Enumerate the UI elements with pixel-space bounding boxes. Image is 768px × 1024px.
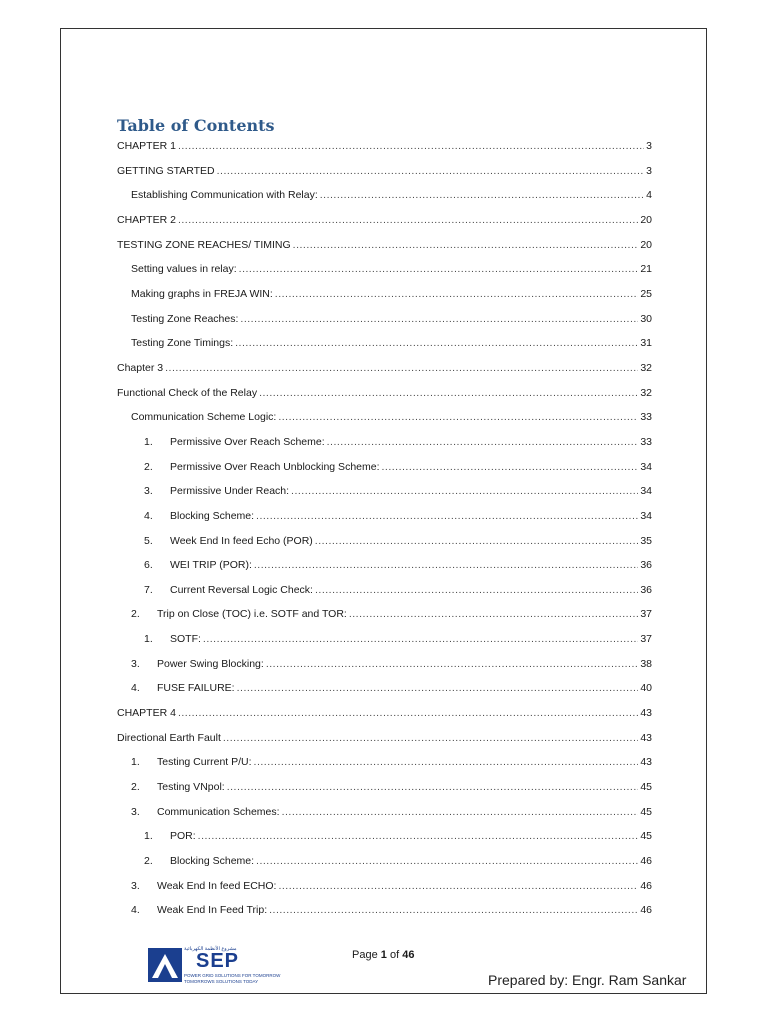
page-of: of <box>389 949 400 961</box>
toc-entry[interactable] <box>117 259 652 284</box>
toc-dot-leader <box>237 682 639 694</box>
toc-entry-page: 45 <box>640 830 652 843</box>
toc-entry-page: 46 <box>640 855 652 868</box>
toc-entry-number: 1. <box>144 830 153 843</box>
toc-dot-leader <box>239 263 639 275</box>
toc-entry[interactable] <box>117 678 652 703</box>
toc-dot-leader <box>349 608 638 620</box>
toc-entry-page: 40 <box>640 682 652 695</box>
page-total: 46 <box>402 949 415 961</box>
toc-entry-text: GETTING STARTED <box>117 164 215 177</box>
toc-entry-page: 43 <box>640 731 652 744</box>
toc-entry-number: 2. <box>144 460 153 473</box>
toc-entry-text: Permissive Over Reach Scheme: <box>170 435 325 448</box>
toc-entry-text: WEI TRIP (POR): <box>170 559 252 572</box>
page-prefix: Page <box>352 949 378 961</box>
toc-dot-leader <box>178 214 638 226</box>
toc-dot-leader <box>203 633 638 645</box>
toc-entry-page: 4 <box>646 189 652 202</box>
toc-entry[interactable] <box>117 826 652 851</box>
toc-entry-page: 3 <box>646 164 652 177</box>
toc-entry[interactable] <box>117 210 652 235</box>
prepared-by: Prepared by: Engr. Ram Sankar <box>488 972 687 988</box>
toc-entry[interactable] <box>117 777 652 802</box>
toc-entry[interactable] <box>117 531 652 556</box>
toc-entry-page: 38 <box>640 657 652 670</box>
toc-dot-leader <box>315 584 638 596</box>
toc-entry-page: 30 <box>640 312 652 325</box>
toc-title: Table of Contents <box>117 116 275 135</box>
toc-dot-leader <box>327 436 639 448</box>
toc-entry[interactable] <box>117 136 652 161</box>
toc-entry-number: 4. <box>144 509 153 522</box>
toc-entry-text: CHAPTER 1 <box>117 140 176 152</box>
toc-dot-leader <box>382 461 639 473</box>
toc-dot-leader <box>254 559 638 571</box>
toc-entry[interactable] <box>117 333 652 358</box>
toc-entry[interactable] <box>117 876 652 901</box>
toc-dot-leader <box>291 485 638 497</box>
toc-dot-leader <box>293 239 639 251</box>
toc-entry[interactable] <box>117 383 652 408</box>
toc-entry-number: 1. <box>131 756 140 769</box>
toc-dot-leader <box>165 362 638 374</box>
toc-entry-page: 21 <box>640 263 652 276</box>
toc-entry-text: Testing Zone Reaches: <box>131 312 239 325</box>
toc-entry-page: 46 <box>640 904 652 917</box>
toc-list <box>117 136 652 925</box>
toc-entry-page: 45 <box>640 805 652 818</box>
toc-entry-text: Chapter 3 <box>117 361 164 374</box>
toc-entry[interactable] <box>117 309 652 334</box>
toc-entry-page: 34 <box>640 485 652 498</box>
toc-entry[interactable] <box>117 629 652 654</box>
toc-entry-number: 5. <box>144 534 153 547</box>
toc-entry[interactable] <box>117 752 652 777</box>
toc-entry-page: 20 <box>640 238 652 251</box>
toc-dot-leader <box>275 288 639 300</box>
toc-entry-text: Testing VNpol: <box>157 781 225 794</box>
toc-entry[interactable] <box>117 358 652 383</box>
toc-dot-leader <box>217 165 645 177</box>
toc-entry[interactable] <box>117 161 652 186</box>
toc-dot-leader <box>198 830 639 842</box>
toc-entry-page: 25 <box>640 287 652 300</box>
logo-tagline-2: TOMORROWS SOLUTIONS TODAY <box>184 979 259 984</box>
toc-entry[interactable] <box>117 851 652 876</box>
toc-entry-page: 33 <box>640 435 652 448</box>
toc-entry-text: Communication Schemes: <box>157 805 280 818</box>
toc-dot-leader <box>254 756 639 768</box>
toc-entry[interactable] <box>117 580 652 605</box>
toc-entry[interactable] <box>117 802 652 827</box>
page-current: 1 <box>380 949 387 961</box>
toc-dot-leader <box>256 510 638 522</box>
toc-dot-leader <box>240 313 638 325</box>
toc-entry-text: Permissive Under Reach: <box>170 485 290 498</box>
toc-entry[interactable] <box>117 555 652 580</box>
toc-dot-leader <box>282 806 639 818</box>
toc-entry[interactable] <box>117 506 652 531</box>
toc-entry-number: 2. <box>144 855 153 868</box>
toc-entry-page: 43 <box>640 707 652 720</box>
toc-entry[interactable] <box>117 481 652 506</box>
toc-entry-text: FUSE FAILURE: <box>157 682 235 695</box>
toc-dot-leader <box>178 707 638 719</box>
toc-entry-number: 3. <box>131 805 140 818</box>
page-indicator <box>352 949 414 961</box>
toc-dot-leader <box>223 732 638 744</box>
toc-entry-number: 3. <box>131 657 140 670</box>
toc-entry-page: 43 <box>640 756 652 769</box>
toc-entry-text: POR: <box>170 830 196 843</box>
toc-dot-leader <box>278 411 638 423</box>
toc-entry-number: 2. <box>131 781 140 794</box>
toc-entry-page: 32 <box>640 386 652 399</box>
toc-entry[interactable] <box>117 185 652 210</box>
toc-entry-text: Weak End In Feed Trip: <box>157 904 268 917</box>
toc-entry-number: 3. <box>144 485 153 498</box>
logo-tagline: POWER GRID SOLUTIONS FOR TOMORROW <box>184 973 281 978</box>
toc-entry-text: CHAPTER 4 <box>117 707 176 720</box>
toc-dot-leader <box>178 140 644 152</box>
toc-dot-leader <box>269 904 638 916</box>
toc-entry-text: SOTF: <box>170 633 201 646</box>
toc-entry[interactable] <box>117 604 652 629</box>
toc-entry-number: 1. <box>144 435 153 448</box>
toc-entry[interactable] <box>117 900 652 925</box>
toc-entry-text: Current Reversal Logic Check: <box>170 583 313 596</box>
toc-dot-leader <box>320 189 644 201</box>
toc-entry-text: Making graphs in FREJA WIN: <box>131 287 273 300</box>
toc-entry-text: Blocking Scheme: <box>170 509 255 522</box>
toc-entry-number: 4. <box>131 904 140 917</box>
toc-entry[interactable] <box>117 457 652 482</box>
logo-name: SEP <box>196 950 240 972</box>
toc-entry-text: Permissive Over Reach Unblocking Scheme: <box>170 460 380 473</box>
toc-entry-page: 46 <box>640 879 652 892</box>
toc-entry-text: Communication Scheme Logic: <box>131 411 277 424</box>
toc-entry-page: 34 <box>640 509 652 522</box>
toc-entry-page: 33 <box>640 411 652 424</box>
toc-entry-page: 37 <box>640 608 652 621</box>
toc-entry-number: 2. <box>131 608 140 621</box>
toc-dot-leader <box>256 855 638 867</box>
toc-entry-page: 20 <box>640 213 652 226</box>
toc-dot-leader <box>235 337 638 349</box>
toc-entry-number: 7. <box>144 583 153 596</box>
toc-dot-leader <box>278 880 638 892</box>
toc-entry-text: Trip on Close (TOC) i.e. SOTF and TOR: <box>157 608 347 621</box>
toc-entry-text: Blocking Scheme: <box>170 855 255 868</box>
toc-entry-text: Weak End In feed ECHO: <box>157 879 277 892</box>
toc-entry-page: 37 <box>640 633 652 646</box>
toc-entry-text: Testing Current P/U: <box>157 756 252 769</box>
toc-entry-page: 45 <box>640 781 652 794</box>
logo-arabic-text: مشروع الأنظمة الكهربائية <box>184 946 237 952</box>
toc-entry-text: Testing Zone Timings: <box>131 337 234 350</box>
toc-entry-text: Functional Check of the Relay <box>117 386 258 399</box>
toc-entry-page: 35 <box>640 534 652 547</box>
sep-logo-mark-icon <box>148 948 182 982</box>
toc-entry-text: Setting values in relay: <box>131 263 237 276</box>
toc-entry-page: 36 <box>640 583 652 596</box>
toc-dot-leader <box>266 658 639 670</box>
toc-entry[interactable] <box>117 284 652 309</box>
toc-entry-text: CHAPTER 2 <box>117 213 176 226</box>
sep-logo <box>148 944 281 984</box>
toc-dot-leader <box>315 535 639 547</box>
toc-entry[interactable] <box>117 703 652 728</box>
toc-entry-number: 3. <box>131 879 140 892</box>
toc-entry[interactable] <box>117 407 652 432</box>
toc-entry-number: 6. <box>144 559 153 572</box>
toc-entry-number: 4. <box>131 682 140 695</box>
toc-entry-page: 34 <box>640 460 652 473</box>
toc-entry-page: 3 <box>646 140 652 152</box>
toc-entry-text: TESTING ZONE REACHES/ TIMING <box>117 238 291 251</box>
toc-entry[interactable] <box>117 432 652 457</box>
toc-entry-page: 32 <box>640 361 652 374</box>
toc-entry-page: 36 <box>640 559 652 572</box>
toc-entry[interactable] <box>117 728 652 753</box>
toc-entry-text: Establishing Communication with Relay: <box>131 189 318 202</box>
toc-entry-text: Week End In feed Echo (POR) <box>170 534 313 547</box>
toc-dot-leader <box>259 387 638 399</box>
toc-entry[interactable] <box>117 235 652 260</box>
toc-entry-page: 31 <box>640 337 652 350</box>
toc-entry-text: Directional Earth Fault <box>117 731 221 744</box>
toc-entry[interactable] <box>117 654 652 679</box>
toc-entry-number: 1. <box>144 633 153 646</box>
toc-entry-text: Power Swing Blocking: <box>157 657 264 670</box>
toc-dot-leader <box>227 781 639 793</box>
